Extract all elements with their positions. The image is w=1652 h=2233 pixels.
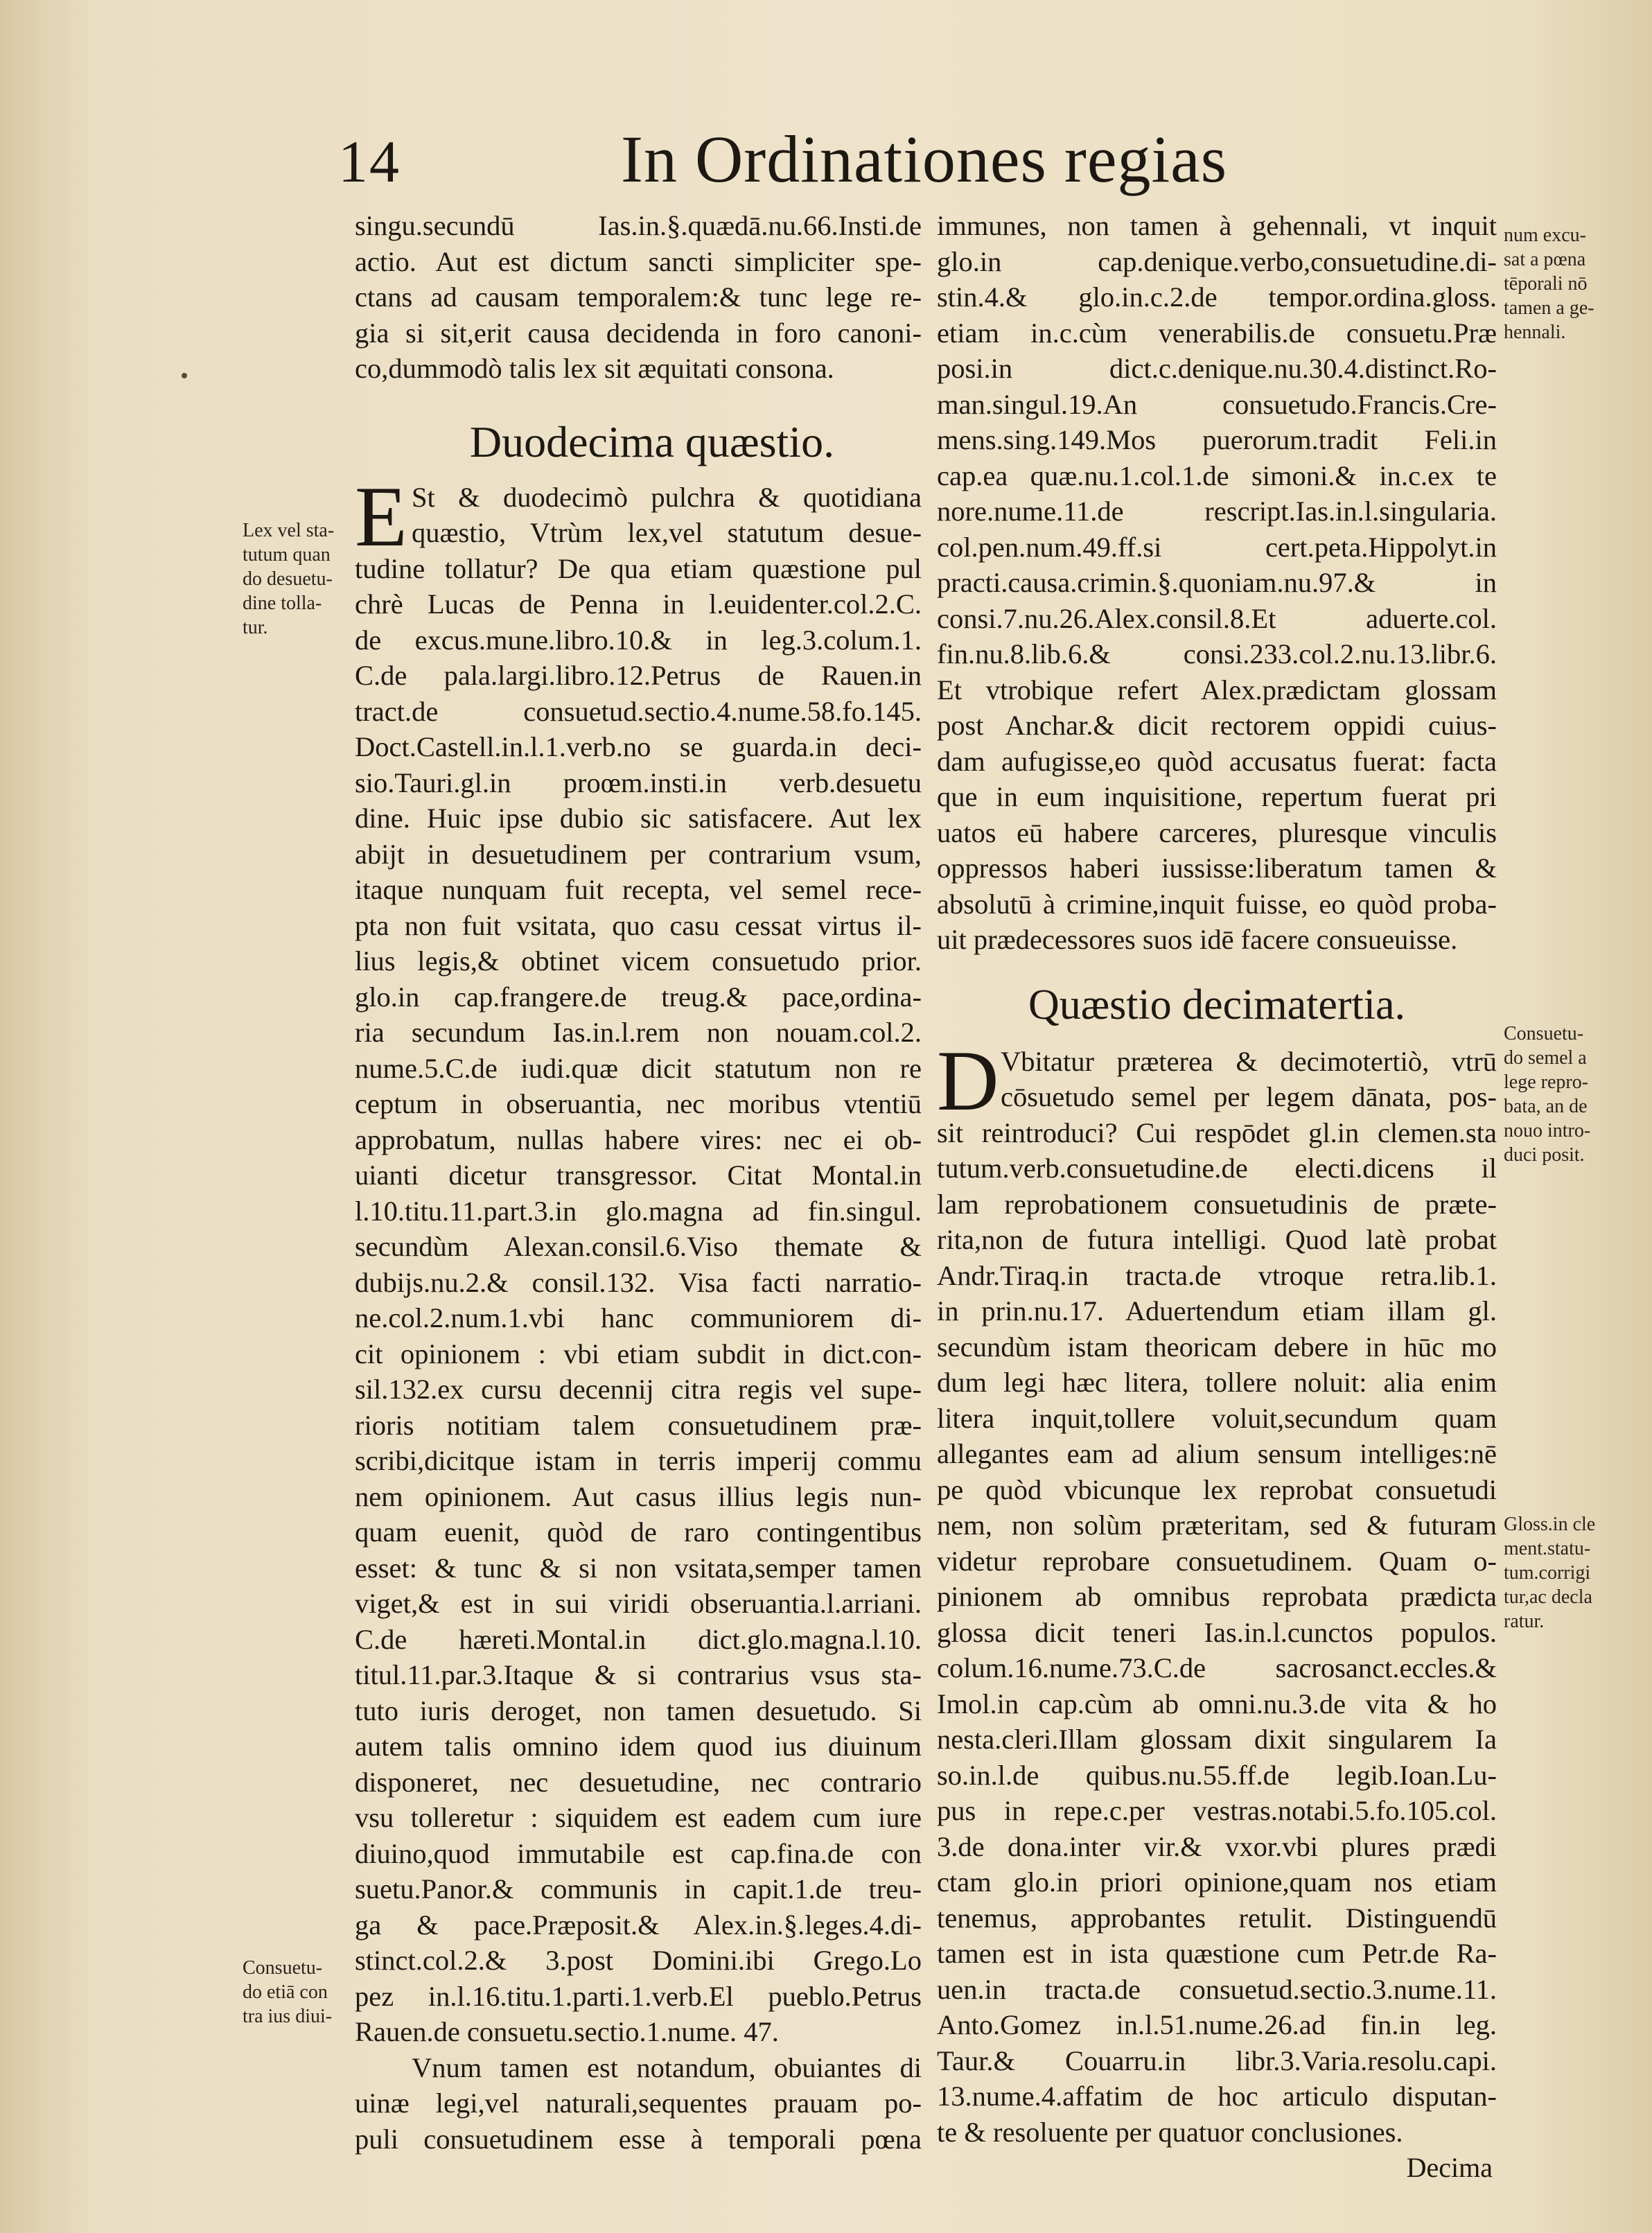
text-line: de excus.mune.libro.10.& in leg.3.colum.1.	[355, 624, 922, 656]
text-line: ria secundum Ias.in.l.rem non nouam.col.2.	[355, 1017, 922, 1048]
margin-note-line: lege repro-	[1504, 1071, 1589, 1093]
text-line: tamen est in ista quæstione cum Petr.de Ra-	[937, 1938, 1497, 1969]
margin-note-line: do etiā con	[243, 1981, 328, 2003]
text-line: secundùm istam theoricam debere in hūc mo	[937, 1331, 1497, 1363]
text-line: consi.7.nu.26.Alex.consil.8.Et aduerte.col.	[937, 602, 1497, 634]
margin-note-line: ratur.	[1504, 1611, 1545, 1632]
closing-paragraph	[355, 2050, 922, 2157]
text-line: sio.Tauri.gl.in proœm.insti.in verb.desuetu	[355, 767, 922, 798]
section-heading: Duodecima quæstio.	[469, 417, 835, 466]
text-line: glo.in cap.denique.verbo,consuetudine.di-	[937, 245, 1497, 277]
text-line: que in eum inquisitione, repertum fuerat pri	[937, 781, 1497, 812]
right-intro	[937, 208, 1497, 958]
left-intro	[355, 208, 922, 387]
text-line: cit opinionem : vbi etiam subdit in dict.con-	[355, 1338, 922, 1369]
text-line: mens.sing.149.Mos puerorum.tradit Feli.in	[937, 424, 1497, 455]
text-line: pez in.l.16.titu.1.parti.1.verb.El pueblo.Petrus	[355, 1980, 922, 2012]
text-line: ctam glo.in priori opinione,quam nos etiam	[937, 1866, 1497, 1898]
text-line: pus in repe.c.per vestras.notabi.5.fo.105.col.	[937, 1795, 1497, 1826]
text-line: fin.nu.8.lib.6.& consi.233.col.2.nu.13.libr.6.	[937, 638, 1497, 669]
text-line: scribi,dicitque istam in terris imperij commu	[355, 1445, 922, 1476]
catchword: Decima	[1406, 2152, 1493, 2183]
running-title: In Ordinationes regias	[621, 122, 1228, 196]
text-line: nesta.cleri.Illam glossam dixit singularem Ia	[937, 1724, 1497, 1755]
text-line: lam reprobationem consuetudinis de præte-	[937, 1188, 1497, 1220]
text-line: glo.in cap.frangere.de treug.& pace,ordina-	[355, 981, 922, 1013]
text-line: rita,non de futura intelligi. Quod latè probat	[937, 1224, 1497, 1255]
text-line: esset: & tunc & si non vsitata,semper tamen	[355, 1552, 922, 1584]
text-line: tenemus, approbantes retulit. Distinguendū	[937, 1902, 1497, 1934]
margin-note-line: bata, an de	[1504, 1096, 1588, 1117]
text-line: vsu tolleretur : siquidem est eadem cum iure	[355, 1802, 922, 1833]
margin-note-line: dine tolla-	[243, 593, 322, 614]
text-line: secundùm Alexan.consil.6.Viso themate &	[355, 1231, 922, 1262]
text-line: absolutū à crimine,inquit fuisse, eo quòd proba-	[937, 888, 1497, 920]
text-line: man.singul.19.An consuetudo.Francis.Cre-	[937, 388, 1497, 420]
section-paragraph	[937, 1033, 1497, 2151]
text-line: Doct.Castell.in.l.1.verb.no se guarda.in deci-	[355, 731, 922, 762]
margin-note-line: Consuetu-	[243, 1957, 323, 1979]
text-line: uianti dicetur transgressor. Citat Montal.in	[355, 1159, 922, 1191]
text-line: disponeret, nec desuetudine, nec contrario	[355, 1766, 922, 1798]
text-line: rioris notitiam talem consuetudinem præ-	[355, 1409, 922, 1441]
text-line: quæstio, Vtrùm lex,vel statutum desue-	[412, 517, 922, 548]
text-line: uatos eū habere carceres, pluresque vinculis	[937, 816, 1497, 848]
text-line: gia si sit,erit causa decidenda in foro canoni-	[355, 317, 922, 349]
text-line: colum.16.nume.73.C.de sacrosanct.eccles.&	[937, 1652, 1497, 1683]
text-line: lius legis,& obtinet vicem consuetudo prior.	[355, 945, 922, 977]
margin-note-line: Consuetu-	[1504, 1023, 1584, 1044]
text-line: C.de pala.largi.libro.12.Petrus de Rauen.in	[355, 660, 922, 691]
text-line: viget,& est in sui viridi obseruantia.l.arriani.	[355, 1588, 922, 1619]
text-line: chrè Lucas de Penna in l.euidenter.col.2.C.	[355, 588, 922, 620]
text-line: 3.de dona.inter vir.& vxor.vbi plures prædi	[937, 1830, 1497, 1862]
text-line: C.de hæreti.Montal.in dict.glo.magna.l.10.	[355, 1623, 922, 1655]
text-line: Et vtrobique refert Alex.prædictam glossam	[937, 674, 1497, 706]
text-line: tutum.verb.consuetudine.de electi.dicens il	[937, 1153, 1497, 1184]
text-line: sit reintroduci? Cui respōdet gl.in clemen.sta	[937, 1116, 1497, 1148]
text-line: Vbitatur præterea & decimotertiò, vtrū	[1001, 1045, 1497, 1077]
margin-note-line: ment.statu-	[1504, 1538, 1591, 1559]
margin-note-line: tēporali nō	[1504, 273, 1588, 295]
text-line: cap.ea quæ.nu.1.col.1.de simoni.& in.c.ex te	[937, 459, 1497, 491]
margin-note-line: tum.corrigi	[1504, 1562, 1591, 1584]
text-line: tuto iuris deroget, non tamen desuetudo. Si	[355, 1695, 922, 1726]
text-line: ne.col.2.num.1.vbi hanc communiorem di-	[355, 1302, 922, 1333]
text-line: co,dummodò talis lex sit æquitati consona.	[355, 353, 834, 384]
text-line: immunes, non tamen à gehennali, vt inquit	[937, 210, 1497, 241]
section-heading: Quæstio decimatertia.	[1028, 981, 1406, 1028]
text-line: pe quòd vbicunque lex reprobat consuetudi	[937, 1473, 1497, 1505]
margin-note-gloss-in-clement	[1504, 1512, 1642, 1634]
text-line: nore.nume.11.de rescript.Ias.in.l.singularia.	[937, 496, 1497, 527]
text-line: so.in.l.de quibus.nu.55.ff.de legib.Ioan.Lu-	[937, 1759, 1497, 1791]
margin-note-consuetudo-semel	[1504, 1022, 1642, 1167]
text-line: itaque nunquam fuit recepta, vel semel rece-	[355, 874, 922, 905]
text-line: l.10.titu.11.part.3.in glo.magna ad fin.singul.	[355, 1195, 922, 1227]
text-line: nem opinionem. Aut casus illius legis nun-	[355, 1480, 922, 1512]
margin-note-line: tamen a ge-	[1504, 297, 1594, 319]
text-line: suetu.Panor.& communis in capit.1.de treu-	[355, 1873, 922, 1904]
text-line: pta non fuit vsitata, quo casu cessat virtus il-	[355, 909, 922, 941]
text-line: tudine tollatur? De qua etiam quæstione pul	[355, 552, 922, 584]
page-number: 14	[338, 128, 401, 195]
ink-spot	[182, 373, 187, 378]
margin-note-line: sat a pœna	[1504, 249, 1586, 270]
text-line: diuino,quod immutabile est cap.fina.de con	[355, 1837, 922, 1869]
text-line: ceptum in obseruantia, nec moribus vtentiū	[355, 1088, 922, 1119]
text-line: autem talis omnino idem quod ius diuinum	[355, 1731, 922, 1762]
text-line: dum legi hæc litera, tollere noluit: alia enim	[937, 1367, 1497, 1398]
text-line: Anto.Gomez in.l.51.nume.26.ad fin.in leg.	[937, 2009, 1497, 2040]
margin-note-line: tur,ac decla	[1504, 1586, 1592, 1608]
text-line: Vnum tamen est notandum, obuiantes di	[412, 2051, 922, 2083]
right-column	[937, 208, 1497, 2186]
drop-cap: D	[937, 1033, 999, 1128]
text-line: ctans ad causam temporalem:& tunc lege re-	[355, 281, 922, 313]
text-line: Imol.in cap.cùm ab omni.nu.3.de vita & ho	[937, 1688, 1497, 1719]
text-line: nume.5.C.de iudi.quæ dicit statutum non re	[355, 1052, 922, 1084]
text-line: in prin.nu.17. Aduertendum etiam illam gl.	[937, 1295, 1497, 1326]
text-line: sil.132.ex cursu decennij citra regis vel supe-	[355, 1374, 922, 1405]
text-line: uen.in tracta.de consuetud.sectio.3.nume.11.	[937, 1973, 1497, 2005]
margin-note-line: Gloss.in cle	[1504, 1514, 1596, 1535]
text-line: nem, non solùm præteritam, sed & futuram	[937, 1509, 1497, 1541]
text-line: 13.nume.4.affatim de hoc articulo disputan-	[937, 2081, 1497, 2112]
text-line: posi.in dict.c.denique.nu.30.4.distinct.Ro-	[937, 353, 1497, 384]
margin-note-line: tur.	[243, 617, 268, 638]
text-line: dubijs.nu.2.& consil.132. Visa facti narratio-	[355, 1266, 922, 1298]
text-line: dam aufugisse,eo quòd accusatus fuerat: facta	[937, 745, 1497, 777]
text-line: stinct.col.2.& 3.post Domini.ibi Grego.Lo	[355, 1945, 922, 1976]
margin-note-lex-vel-statutum	[243, 518, 360, 640]
text-line: uit prædecessores suos idē facere consueuisse.	[937, 924, 1458, 955]
margin-note-consuetudo-contra-ius-diuinum	[243, 1956, 360, 2029]
left-column	[355, 208, 922, 2157]
text-line: puli consuetudinem esse à temporali pœna	[355, 2123, 922, 2155]
text-line: etiam in.c.cùm venerabilis.de consuetu.Præ	[937, 317, 1497, 349]
text-line: oppressos haberi iussisse:liberatum tamen &	[937, 852, 1497, 884]
text-line: allegantes eam ad alium sensum intelliges:nē	[937, 1438, 1497, 1469]
margin-note-line: do desuetu-	[243, 568, 333, 590]
text-line: te & resoluente per quatuor conclusiones.	[937, 2116, 1403, 2148]
margin-note-line: tra ius diui-	[243, 2006, 333, 2027]
margin-note-line: Lex vel sta-	[243, 520, 335, 541]
text-line: approbatum, nullas habere vires: nec ei ob-	[355, 1123, 922, 1155]
margin-note-line: num excu-	[1504, 225, 1586, 246]
text-line: Taur.& Couarru.in libr.3.Varia.resolu.capi.	[937, 2044, 1497, 2076]
margin-note-line: do semel a	[1504, 1047, 1587, 1069]
text-line: Andr.Tiraq.in tracta.de vtroque retra.lib.1.	[937, 1259, 1497, 1291]
text-line: tract.de consuetud.sectio.4.nume.58.fo.145.	[355, 695, 922, 727]
text-line: singu.secundū Ias.in.§.quædā.nu.66.Insti.de	[355, 210, 922, 241]
text-line: Rauen.de consuetu.sectio.1.nume. 47.	[355, 2016, 779, 2047]
margin-note-line: hennali.	[1504, 322, 1566, 343]
text-line: post Anchar.& dicit rectorem oppidi cuius-	[937, 710, 1497, 741]
text-line: litera inquit,tollere voluit,secundum quam	[937, 1402, 1497, 1434]
text-line: stin.4.& glo.in.c.2.de tempor.ordina.gloss.	[937, 281, 1497, 313]
text-line: uinæ legi,vel naturali,sequentes prauam po-	[355, 2087, 922, 2119]
text-line: ga & pace.Præposit.& Alex.in.§.leges.4.di-	[355, 1909, 922, 1941]
text-line: quam euenit, quòd de raro contingentibus	[355, 1516, 922, 1548]
text-line: col.pen.num.49.ff.si cert.peta.Hippolyt.in	[937, 531, 1497, 563]
margin-note-num-excusat	[1504, 223, 1642, 344]
margin-note-line: tutum quan	[243, 544, 331, 566]
margin-note-line: nouo intro-	[1504, 1120, 1591, 1141]
text-line: abijt in desuetudinem per contrarium vsum,	[355, 838, 922, 870]
text-line: glossa dicit teneri Ias.in.l.cunctos populos.	[937, 1616, 1497, 1648]
text-line: practi.causa.crimin.§.quoniam.nu.97.& in	[937, 567, 1497, 598]
text-line: titul.11.par.3.Itaque & si contrarius vsus sta-	[355, 1659, 922, 1690]
text-line: actio. Aut est dictum sancti simpliciter spe-	[355, 245, 922, 277]
margin-note-line: duci posit.	[1504, 1144, 1585, 1166]
text-line: pinionem ab omnibus reprobata prædicta	[937, 1581, 1497, 1612]
text-line: cōsuetudo semel per legem dānata, pos-	[1001, 1081, 1497, 1112]
text-line: videtur reprobare consuetudinem. Quam o-	[937, 1545, 1497, 1577]
text-line: St & duodecimò pulchra & quotidiana	[412, 481, 922, 513]
text-line: dine. Huic ipse dubio sic satisfacere. Aut lex	[355, 803, 922, 834]
drop-cap: E	[355, 469, 407, 564]
section-paragraph	[355, 469, 922, 2050]
